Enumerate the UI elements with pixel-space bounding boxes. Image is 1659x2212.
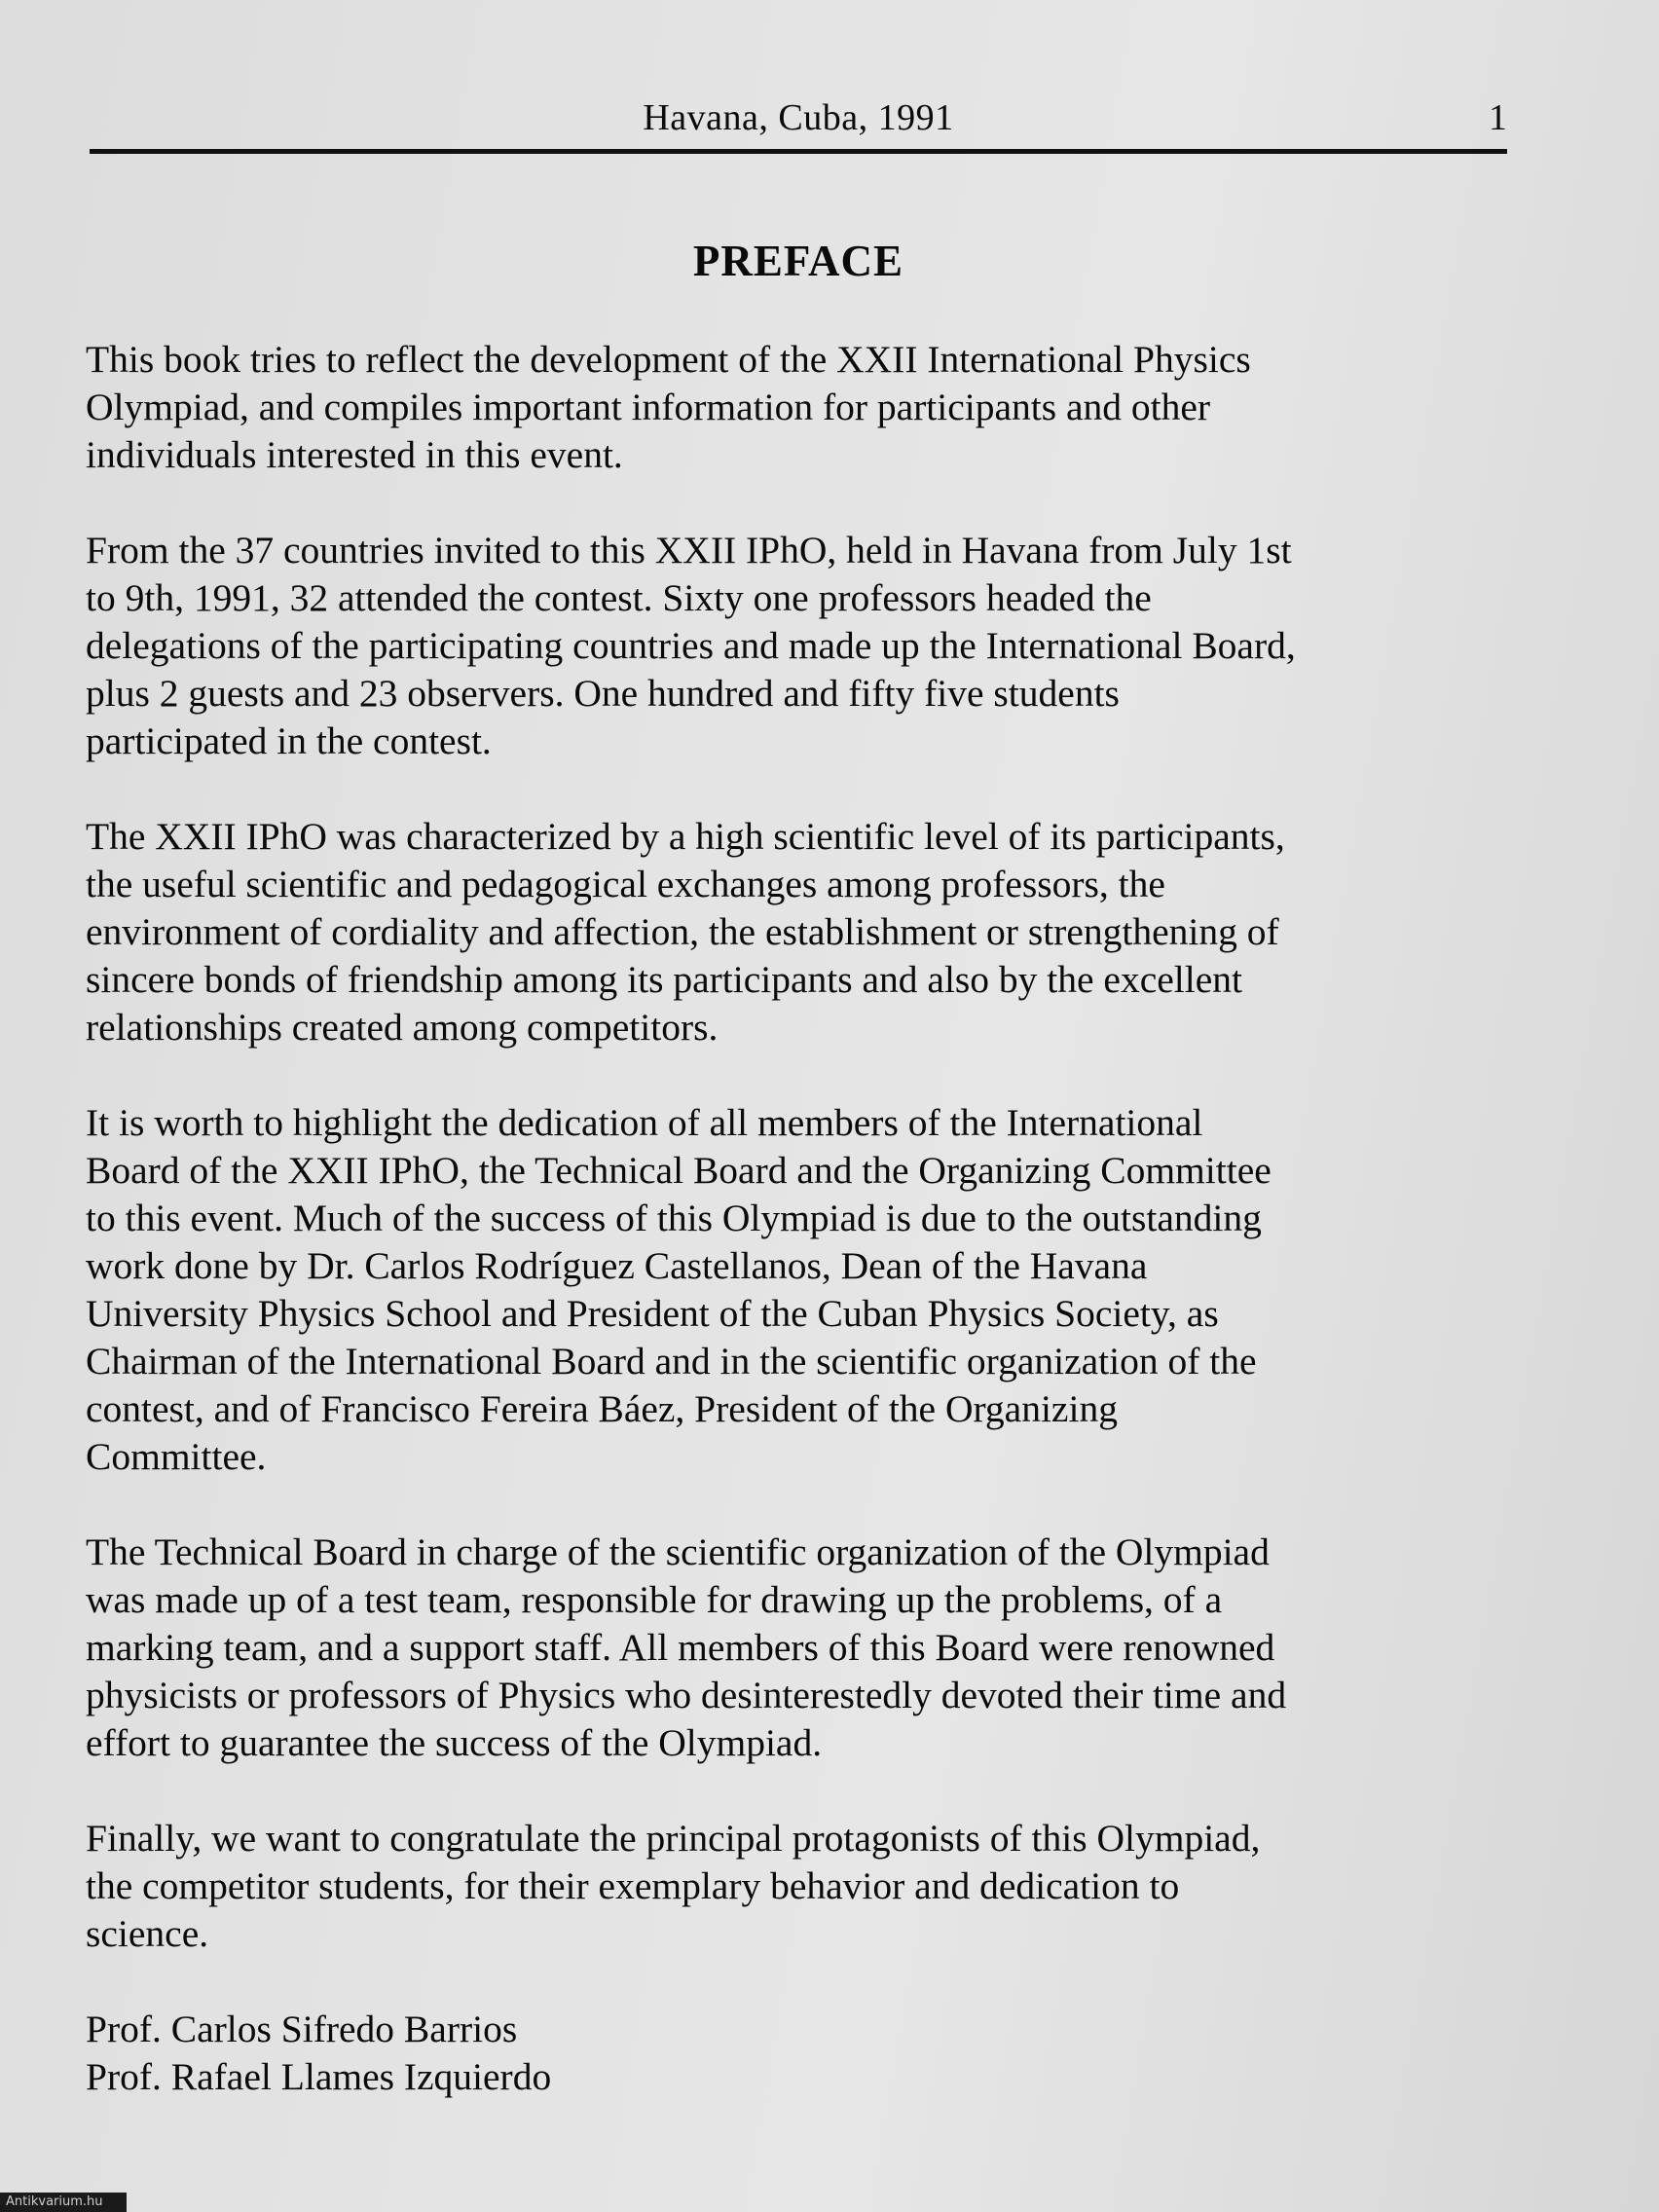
header-rule [90,149,1507,154]
page-heading: PREFACE [692,237,904,285]
signature-line: Prof. Rafael Llames Izquierdo [86,2055,552,2098]
signature-line: Prof. Carlos Sifredo Barrios [86,2008,518,2050]
text-line: Finally, we want to congratulate the principal protagonists of this Olympiad, [86,1817,1261,1860]
paragraph-participation [86,527,1523,765]
text-line: relationships created among competitors. [86,1006,719,1049]
text-line: to this event. Much of the success of this Olympiad is due to the outstanding [86,1197,1262,1239]
text-line: University Physics School and President of the Cuban Physics Society, as [86,1292,1219,1335]
paragraph-characterization [86,813,1523,1051]
paragraph-dedication [86,1099,1523,1481]
text-line: science. [86,1912,209,1955]
text-line: Chairman of the International Board and in the scientific organization of the [86,1340,1257,1382]
text-line: to 9th, 1991, 32 attended the contest. Sixty one professors headed the [86,576,1152,619]
text-line: individuals interested in this event. [86,433,623,476]
text-line: the competitor students, for their exemplary behavior and dedication to [86,1864,1180,1907]
text-line: This book tries to reflect the development of the XXII International Physics [86,338,1251,381]
signature-block [86,2006,1523,2101]
paragraph-technical-board [86,1529,1523,1767]
text-line: Board of the XXII IPhO, the Technical Board and the Organizing Committee [86,1149,1272,1192]
page-number: 1 [1489,97,1507,138]
text-line: the useful scientific and pedagogical exchanges among professors, the [86,863,1165,905]
running-title: Havana, Cuba, 1991 [643,97,954,138]
text-line: effort to guarantee the success of the Olympiad. [86,1721,823,1764]
text-line: marking team, and a support staff. All members of this Board were renowned [86,1626,1275,1669]
text-line: physicists or professors of Physics who desinterestedly devoted their time and [86,1674,1287,1716]
text-line: delegations of the participating countries and made up the International Board, [86,624,1296,667]
text-line: sincere bonds of friendship among its participants and also by the excellent [86,958,1242,1001]
text-line: It is worth to highlight the dedication of all members of the International [86,1101,1203,1144]
text-line: The Technical Board in charge of the scientific organization of the Olympiad [86,1530,1270,1573]
text-line: participated in the contest. [86,719,492,762]
text-line: The XXII IPhO was characterized by a high scientific level of its participants, [86,815,1285,858]
body-text [86,336,1523,2149]
text-line: work done by Dr. Carlos Rodríguez Castellanos, Dean of the Havana [86,1244,1148,1287]
paragraph-intro [86,336,1523,479]
text-line: Olympiad, and compiles important information for participants and other [86,386,1211,428]
text-line: was made up of a test team, responsible for drawing up the problems, of a [86,1578,1223,1621]
text-line: Committee. [86,1435,267,1478]
text-line: From the 37 countries invited to this XXII IPhO, held in Havana from July 1st [86,529,1292,571]
text-line: plus 2 guests and 23 observers. One hundred and fifty five students [86,672,1120,715]
paragraph-closing [86,1815,1523,1958]
running-header [90,93,1507,142]
watermark-text: Antikvarium.hu [6,2194,103,2209]
text-line: contest, and of Francisco Fereira Báez, President of the Organizing [86,1387,1118,1430]
text-line: environment of cordiality and affection, the establishment or strengthening of [86,910,1279,953]
